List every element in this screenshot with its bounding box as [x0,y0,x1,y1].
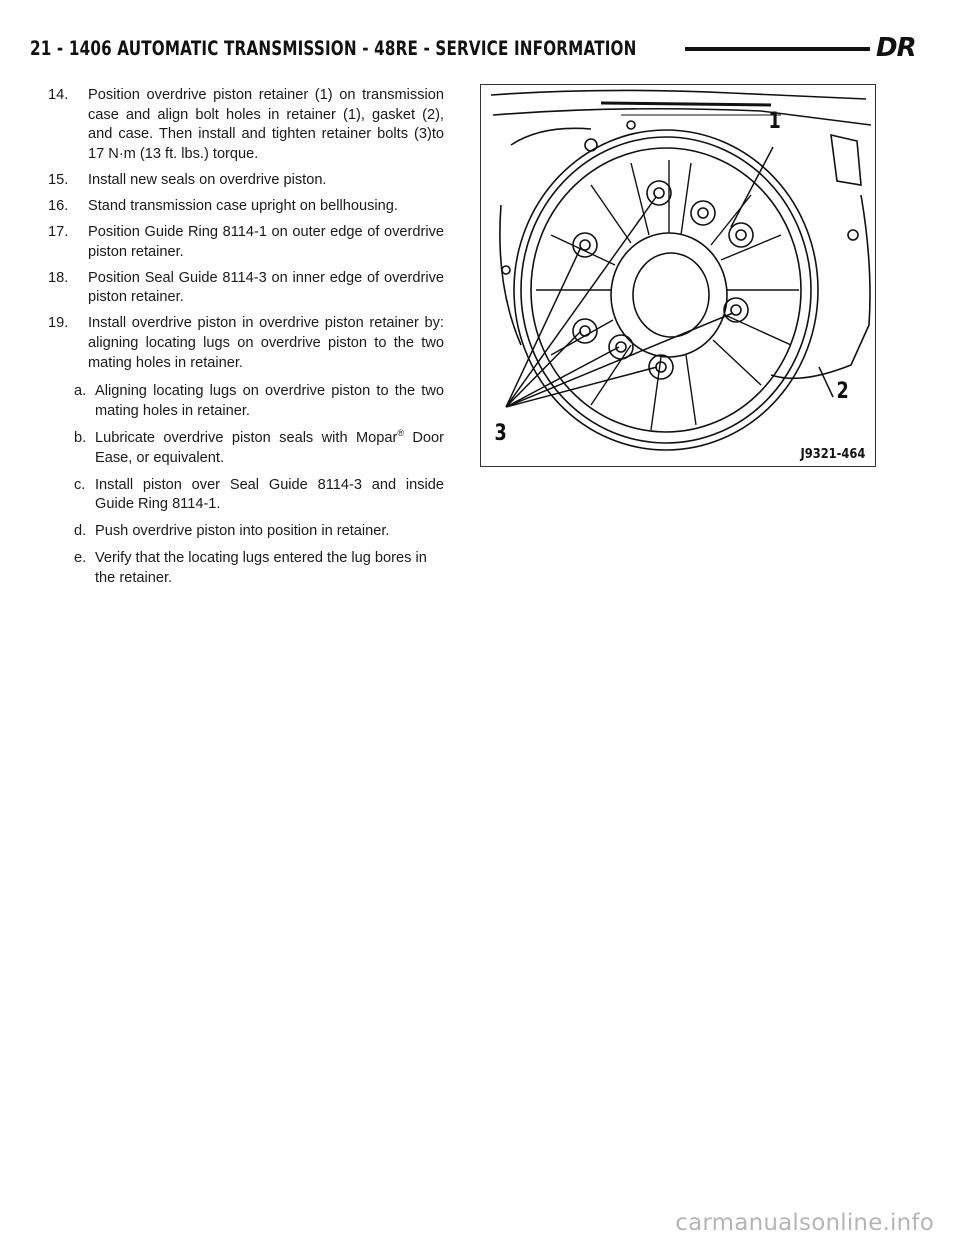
step-19 [48,314,444,373]
step-text: Position overdrive piston retainer (1) on transmission case and align bolt holes in retainer (1), gasket (2), and case. Then install and tighten retainer bolts (3)to 17 N·m (13 ft. lbs.) torque. [88,87,444,162]
substep-d [74,522,444,542]
callout-1: 1 [768,109,781,134]
step-number: 16. [48,197,69,214]
substep-b [74,429,444,468]
substep-letter: e. [74,550,87,567]
page-header [30,30,932,66]
substep-text-part: Lubricate overdrive piston seals with Mopar [95,429,398,446]
watermark: carmanualsonline.info [675,1210,934,1236]
step-text: Position Seal Guide 8114-3 on inner edge of overdrive piston retainer. [88,269,444,306]
substep-c [74,476,444,515]
substep-letter: c. [74,476,86,493]
registered-mark: ® [397,428,404,439]
header-rule [685,47,870,51]
callout-2: 2 [836,379,849,404]
substep-e [74,549,444,588]
step-17 [48,223,444,262]
substep-text: Aligning locating lugs on overdrive piston to the two mating holes in retainer. [95,383,444,419]
substep-text-part: Door Ease, or equivalent. [95,429,444,466]
step-number: 15. [48,171,69,188]
substep-text: Push overdrive piston into position in retainer. [95,523,390,540]
step-number: 17. [48,224,69,241]
substep-a [74,382,444,421]
page-header-title: 21 - 1406 AUTOMATIC TRANSMISSION - 48RE - SERVICE INFORMATION [30,36,637,60]
step-number: 14. [48,87,69,103]
step-number: 19. [48,315,69,332]
substep-text: Verify that the locating lugs entered the lug bores in the retainer. [95,550,427,586]
procedure-text [48,86,444,596]
step-text: Stand transmission case upright on bellhousing. [88,197,398,214]
retainer-drawing [481,85,876,467]
retainer-illustration [480,84,876,467]
step-18 [48,269,444,308]
step-text: Install new seals on overdrive piston. [88,171,327,188]
substep-text [95,429,444,468]
step-number: 18. [48,269,69,286]
dr-logo: DR [876,33,916,63]
step-text: Position Guide Ring 8114-1 on outer edge of overdrive piston retainer. [88,224,444,260]
step-15 [48,171,444,191]
substep-text: Install piston over Seal Guide 8114-3 and inside Guide Ring 8114-1. [95,476,444,513]
substep-letter: d. [74,523,87,540]
substep-letter: b. [74,429,87,446]
step-16 [48,197,444,217]
step-text: Install overdrive piston in overdrive piston retainer by: aligning locating lugs on overdrive piston to the two mating holes in retainer. [88,315,444,371]
step-14 [48,86,444,164]
figure-id: J9321-464 [800,446,865,462]
substep-letter: a. [74,383,87,400]
callout-3: 3 [494,421,507,446]
